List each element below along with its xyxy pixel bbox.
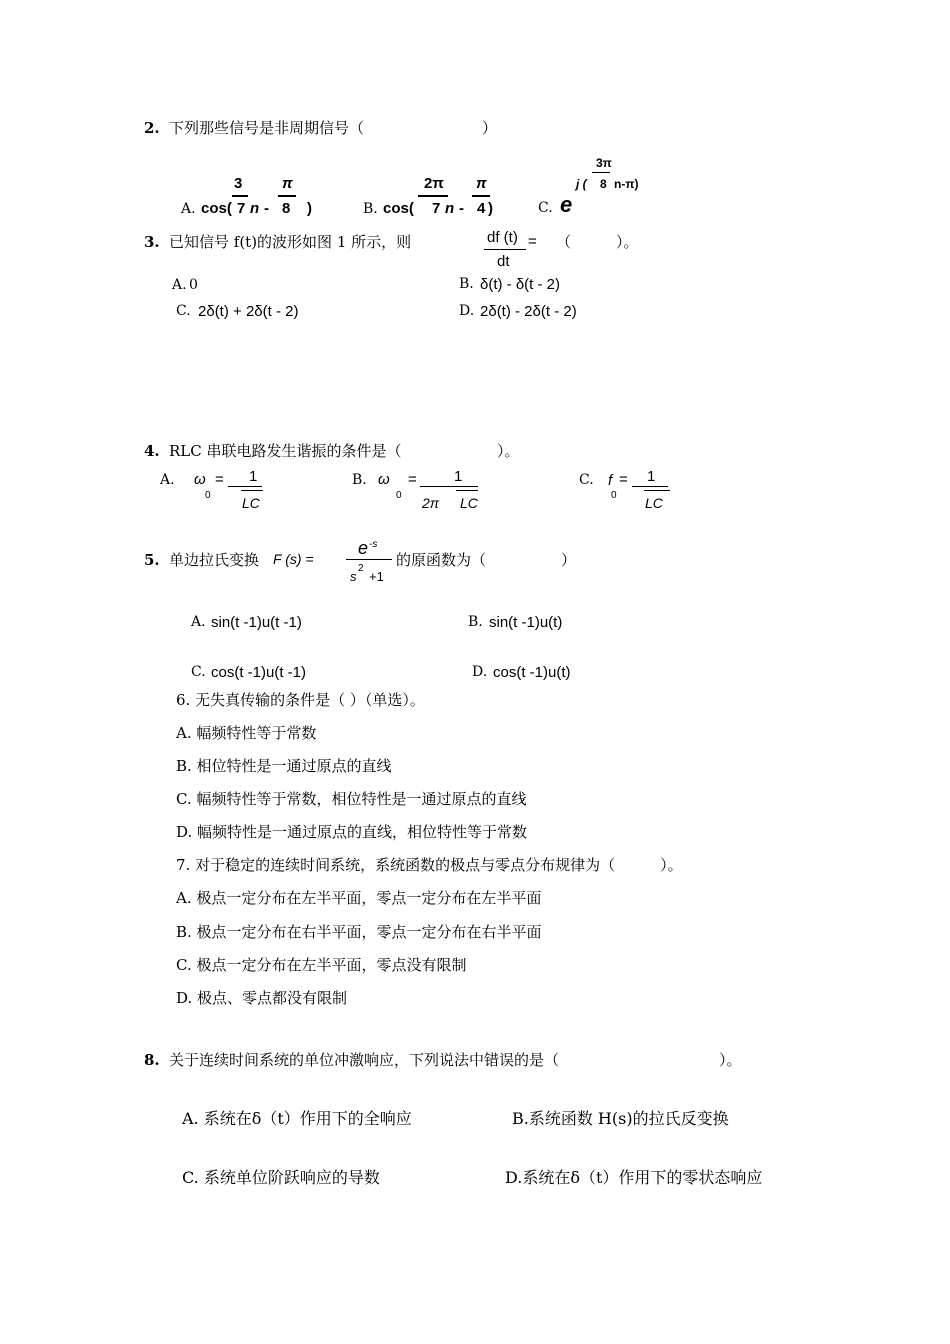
q4-c-fraction-bar bbox=[632, 486, 668, 487]
q2-c-num: 3π bbox=[596, 156, 612, 170]
q4-a-sqrt-bar bbox=[241, 490, 263, 491]
q4-stem: RLC 串联电路发生谐振的条件是（ bbox=[169, 442, 402, 460]
q2-b-pi-bar bbox=[472, 195, 490, 197]
q2-a-num: 3 bbox=[234, 175, 243, 192]
q4-a-sub: 0 bbox=[205, 490, 211, 501]
q6-stem: 6. 无失真传输的条件是（ ）（单选）。 bbox=[176, 691, 425, 709]
q2-c-label: C. bbox=[538, 200, 553, 216]
q3-frac-den: dt bbox=[497, 253, 510, 270]
q4-b-lc: LC bbox=[460, 495, 478, 511]
q2-close: ） bbox=[482, 119, 498, 137]
q5-c-label: C. bbox=[191, 664, 206, 680]
q2-a-n: n bbox=[250, 200, 260, 217]
q2-number: 2. bbox=[144, 119, 160, 137]
q3-number: 3. bbox=[144, 233, 160, 251]
q4-b-fraction-bar bbox=[420, 486, 478, 487]
q2-c-den: 8 bbox=[600, 177, 607, 191]
q2-c-base: e bbox=[560, 192, 573, 217]
q4-a-lc: LC bbox=[242, 495, 260, 511]
q3-a-text: 0 bbox=[189, 277, 198, 293]
q3-d-text: 2δ(t) - 2δ(t - 2) bbox=[480, 303, 577, 320]
q8-close: ）。 bbox=[719, 1051, 742, 1069]
q5-den-tail: +1 bbox=[369, 569, 384, 584]
q5-d-label: D. bbox=[472, 664, 488, 680]
q2-b-num: 2π bbox=[424, 175, 444, 192]
q4-b-two-pi: 2π bbox=[422, 495, 440, 511]
q7-stem: 7. 对于稳定的连续时间系统，系统函数的极点与零点分布规律为（ ）。 bbox=[176, 856, 683, 874]
q3-b-text: δ(t) - δ(t - 2) bbox=[480, 276, 561, 293]
q2-c-tail: n-π) bbox=[614, 177, 639, 191]
q5-number: 5. bbox=[144, 551, 160, 569]
q8-number: 8. bbox=[144, 1051, 160, 1069]
q2-a-pi: π bbox=[282, 175, 293, 192]
q4-c-sub: 0 bbox=[611, 490, 617, 501]
q4-a-fraction-bar bbox=[228, 486, 262, 487]
q5-num-exp: -s bbox=[369, 539, 378, 550]
q7-option-a: A. 极点一定分布在左半平面，零点一定分布在左半平面 bbox=[176, 889, 542, 907]
q5-num-e: e bbox=[358, 538, 369, 558]
q4-c-lc: LC bbox=[645, 495, 663, 511]
q3-fraction-bar bbox=[484, 249, 526, 250]
q2-b-pi-den: 4 bbox=[477, 200, 486, 217]
q3-tail: （ ）。 bbox=[556, 233, 639, 251]
q8-option-a: A. 系统在δ（t）作用下的全响应 bbox=[182, 1109, 412, 1128]
q4-c-one: 1 bbox=[647, 468, 656, 485]
q5-fs: F (s) = bbox=[273, 551, 314, 567]
q3-a-label: A. bbox=[172, 277, 187, 293]
q2-b-den: 7 bbox=[432, 200, 441, 217]
q8-option-c: C. 系统单位阶跃响应的导数 bbox=[182, 1168, 380, 1187]
q5-tail: 的原函数为（ bbox=[396, 551, 487, 569]
q6-option-b: B. 相位特性是一通过原点的直线 bbox=[176, 757, 392, 775]
q3-frac-num: df (t) bbox=[487, 229, 518, 246]
q4-a-omega: ω bbox=[194, 471, 206, 488]
q4-close: ）。 bbox=[497, 442, 520, 460]
q5-stem: 单边拉氏变换 bbox=[169, 551, 260, 569]
q2-a-minus: - bbox=[264, 200, 269, 217]
q2-a-close: ) bbox=[307, 200, 312, 217]
q2-a-func: cos( bbox=[201, 200, 232, 217]
q4-a-one: 1 bbox=[249, 468, 258, 485]
q5-c-text: cos(t -1)u(t -1) bbox=[211, 664, 307, 681]
q4-b-omega: ω bbox=[378, 471, 390, 488]
q4-number: 4. bbox=[144, 442, 160, 460]
q4-a-label: A. bbox=[160, 472, 175, 488]
q2-b-n: n bbox=[445, 200, 455, 217]
q5-b-text: sin(t -1)u(t) bbox=[489, 614, 563, 631]
q4-b-one: 1 bbox=[454, 468, 463, 485]
q2-b-minus: - bbox=[459, 200, 464, 217]
q5-close: ） bbox=[561, 551, 577, 569]
q5-d-text: cos(t -1)u(t) bbox=[493, 664, 571, 681]
q2-stem: 下列那些信号是非周期信号（ bbox=[169, 119, 365, 137]
q4-b-eq: = bbox=[408, 471, 417, 488]
q6-option-d: D. 幅频特性是一通过原点的直线，相位特性等于常数 bbox=[176, 823, 528, 841]
q4-c-sqrt-bar bbox=[644, 490, 670, 491]
q4-b-sub: 0 bbox=[396, 490, 402, 501]
q3-b-label: B. bbox=[459, 276, 474, 292]
q3-stem: 已知信号 f(t)的波形如图 1 所示，则 bbox=[169, 233, 412, 251]
q4-c-f: f bbox=[608, 472, 613, 489]
q2-b-close: ) bbox=[488, 200, 493, 217]
q5-a-text: sin(t -1)u(t -1) bbox=[211, 614, 302, 631]
q5-fraction-bar bbox=[346, 559, 392, 560]
q4-b-label: B. bbox=[352, 472, 367, 488]
q2-c-fraction-bar bbox=[592, 172, 610, 173]
q2-a-pi-bar bbox=[278, 195, 296, 197]
q2-a-den: 7 bbox=[237, 200, 246, 217]
q4-b-sqrt-bar bbox=[456, 490, 478, 491]
q4-c-eq: = bbox=[619, 471, 628, 488]
q6-option-a: A. 幅频特性等于常数 bbox=[176, 724, 317, 742]
q7-option-c: C. 极点一定分布在左半平面，零点没有限制 bbox=[176, 956, 467, 974]
q2-c-j: j ( bbox=[576, 177, 587, 191]
q8-option-d: D.系统在δ（t）作用下的零状态响应 bbox=[505, 1168, 763, 1187]
q5-b-label: B. bbox=[468, 614, 483, 630]
q7-option-d: D. 极点、零点都没有限制 bbox=[176, 989, 348, 1007]
q2-a-pi-den: 8 bbox=[282, 200, 291, 217]
q2-b-label: B. bbox=[363, 201, 378, 217]
q2-b-fraction-bar bbox=[418, 195, 448, 197]
q5-den-s: s bbox=[350, 569, 357, 584]
q8-option-b: B.系统函数 H(s)的拉氏反变换 bbox=[512, 1109, 729, 1128]
q3-c-label: C. bbox=[176, 303, 191, 319]
q7-option-b: B. 极点一定分布在右半平面，零点一定分布在右半平面 bbox=[176, 923, 542, 941]
q2-b-func: cos( bbox=[383, 200, 414, 217]
q5-den-exp: 2 bbox=[358, 563, 364, 574]
q2-a-label: A. bbox=[181, 201, 196, 217]
q3-c-text: 2δ(t) + 2δ(t - 2) bbox=[198, 303, 299, 320]
q3-d-label: D. bbox=[459, 303, 475, 319]
q4-a-eq: = bbox=[215, 471, 224, 488]
q2-b-pi: π bbox=[476, 175, 487, 192]
q5-a-label: A. bbox=[191, 614, 206, 630]
q8-stem: 关于连续时间系统的单位冲激响应，下列说法中错误的是（ bbox=[169, 1051, 560, 1069]
q3-equals: = bbox=[528, 233, 537, 250]
q6-option-c: C. 幅频特性等于常数，相位特性是一通过原点的直线 bbox=[176, 790, 527, 808]
q4-c-label: C. bbox=[579, 472, 594, 488]
q2-a-fraction-bar bbox=[232, 195, 248, 197]
